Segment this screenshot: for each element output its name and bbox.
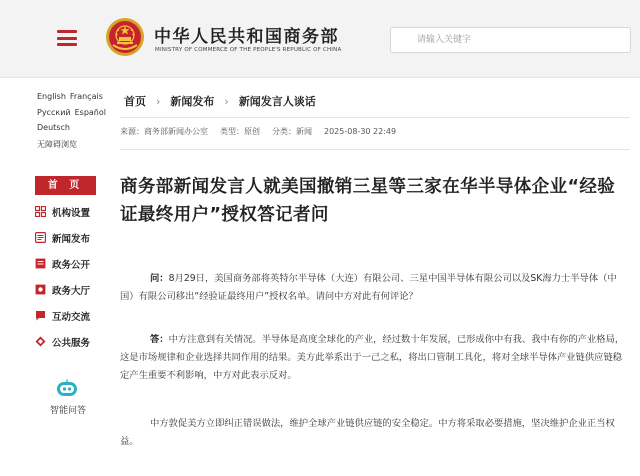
language-russian-link[interactable]: Русский <box>37 108 71 117</box>
chevron-right-icon: › <box>156 95 161 108</box>
meta-type: 类型：原创 <box>220 127 260 136</box>
sidebar-item-label: 政务大厅 <box>52 286 91 297</box>
article-meta <box>120 126 408 137</box>
answer-text: 中方注意到有关情况。半导体是高度全球化的产业，经过数十年发展，已形成你中有我、我中有你的产业格局，这是市场规律和企业选择共同作用的结果。美方此举系出于一己之私，将出口管制工具化，将对全球半导体产业链供应链稳定产生重要不利影响，中方对此表示反对。 <box>120 334 625 381</box>
service-hall-icon <box>35 284 46 295</box>
sidebar-item-label: 机构设置 <box>52 208 91 219</box>
divider <box>120 117 630 118</box>
sidebar-item-organization[interactable] <box>35 204 100 222</box>
sidebar-item-service-hall[interactable] <box>35 282 100 300</box>
chevron-right-icon: › <box>224 95 229 108</box>
language-row-3 <box>37 123 74 132</box>
sidebar-item-public-service[interactable] <box>35 334 100 352</box>
robot-assistant-icon[interactable] <box>56 379 78 397</box>
main-content <box>106 79 640 476</box>
sidebar-item-label: 新闻发布 <box>52 234 91 245</box>
language-french-link[interactable]: Français <box>69 92 103 101</box>
sidebar-item-label: 公共服务 <box>52 338 91 349</box>
sidebar-item-interaction[interactable] <box>35 308 100 326</box>
sidebar-item-label: 政务公开 <box>52 260 91 271</box>
language-german-link[interactable]: Deutsch <box>37 123 70 132</box>
accessibility-link[interactable]: 无障碍浏览 <box>37 140 77 149</box>
answer-paragraph <box>120 331 630 385</box>
breadcrumb-home-link[interactable]: 首页 <box>124 95 146 108</box>
national-emblem-icon[interactable] <box>105 17 145 57</box>
divider <box>120 149 630 150</box>
question-text: 8月29日，美国商务部将英特尔半导体（大连）有限公司、三星中国半导体有限公司以及SK海力士半导体（中国）有限公司移出“经验证最终用户”授权名单。请问中方对此有何评论？ <box>120 273 617 302</box>
language-row-1 <box>37 92 107 101</box>
sidebar <box>0 79 105 476</box>
breadcrumb-spokesperson-link[interactable]: 新闻发言人谈话 <box>238 95 316 108</box>
sidebar-home-button[interactable]: 首 页 <box>35 176 96 195</box>
news-icon <box>35 232 46 243</box>
sidebar-item-label: 互动交流 <box>52 312 91 323</box>
article-title: 商务部新闻发言人就美国撤销三星等三家在华半导体企业“经验证最终用户”授权答记者问 <box>120 177 616 225</box>
sidebar-item-news[interactable] <box>35 230 100 248</box>
assistant-label[interactable]: 智能问答 <box>50 406 87 416</box>
site-subtitle: MINISTRY OF COMMERCE OF THE PEOPLE'S REPUBLIC OF CHINA <box>155 47 342 53</box>
site-header <box>0 0 640 78</box>
answer-label: 答： <box>150 334 169 345</box>
breadcrumb <box>124 93 316 109</box>
search-input[interactable] <box>391 28 630 52</box>
document-icon <box>35 258 46 269</box>
question-paragraph <box>120 270 630 306</box>
breadcrumb-news-link[interactable]: 新闻发布 <box>170 95 215 108</box>
language-english-link[interactable]: English <box>37 92 66 101</box>
menu-icon[interactable] <box>57 30 77 46</box>
meta-date: 2025-08-30 22:49 <box>324 127 397 136</box>
question-label: 问： <box>150 273 169 284</box>
public-service-icon <box>35 336 46 347</box>
search-box <box>390 27 631 53</box>
language-spanish-link[interactable]: Español <box>74 108 106 117</box>
chat-icon <box>35 310 46 321</box>
closing-paragraph: 中方敦促美方立即纠正错误做法，维护全球产业链供应链的安全稳定。中方将采取必要措施，坚决维护企业正当权益。 <box>120 418 615 447</box>
language-row-4 <box>37 139 81 150</box>
sidebar-item-gov-affairs[interactable] <box>35 256 100 274</box>
meta-source: 来源：商务部新闻办公室 <box>120 127 208 136</box>
organization-icon <box>35 206 46 217</box>
site-title: 中华人民共和国商务部 <box>154 27 339 47</box>
language-row-2 <box>37 108 110 117</box>
meta-category: 分类：新闻 <box>272 127 312 136</box>
